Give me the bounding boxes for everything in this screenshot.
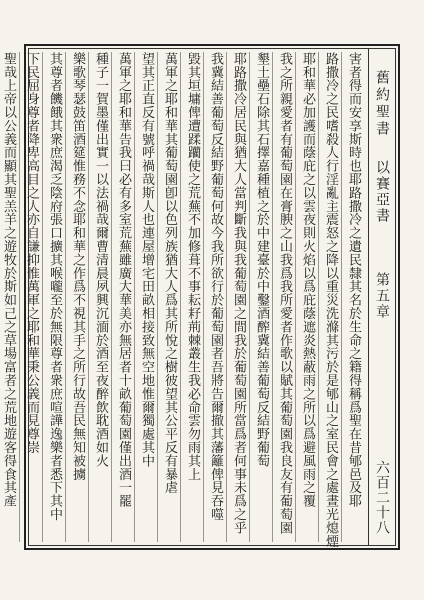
text-column: 耶路撒冷居民與猶大人當判斷我與我葡萄園之間我於葡萄園所當爲者何事未爲之乎 <box>226 52 249 542</box>
text-column: 墾土壘石除其石擇嘉種植之於中建臺於中鑿酒醡冀結善葡萄反結野葡萄 <box>249 52 272 542</box>
page-number: 六百二十八 <box>374 460 390 535</box>
text-column: 我之所親愛者有葡萄園在膏腴之山我爲我所愛者作歌以賦其葡萄園我良友有葡萄園 <box>272 52 295 542</box>
text-column: 我冀結善葡萄反結野葡萄何故今我所欲行於葡萄園者吾將告爾撤其藩籬俾見吞噬 <box>203 52 226 542</box>
body-text <box>1 52 364 548</box>
text-column: 萬軍之耶和華告我曰必有多室荒蕪雖廣大華美亦無居者十畝葡萄園僅出酒一罷 <box>111 52 134 542</box>
text-column: 聖哉上帝以公義而顯其聖羔羊之遊牧於斯如己之草場富者之荒地遊客得食其產 <box>0 52 19 542</box>
book-title: 以賽亞書 <box>374 160 390 224</box>
running-title: 舊約聖書 <box>374 70 390 138</box>
page-header-strip <box>368 48 396 546</box>
chapter-label: 第五章 <box>374 272 390 320</box>
text-column: 望其正直反有號呼禍哉斯人也連屋增宅田畝相接致無空地惟爾獨處其中 <box>134 52 157 542</box>
text-column: 樂歌琴瑟鼓笛酒筵惟務不念耶和華之作爲不視其手之所行故吾民無知被擄 <box>65 52 88 542</box>
text-column: 其尊者饑餓其衆庶渴乏陰府張口擴其喉嚨至於無限尊者衆庶喧譁逸樂者悉下其中 <box>42 52 65 542</box>
text-column: 下民屈身尊者降卑高目之人亦自謙抑惟萬軍之耶和華秉公義而見尊崇 <box>19 52 42 542</box>
text-column: 路撒冷之民嗜殺人行淫亂主震怒之降以重災洗滌其污於是郇山之室民會之處晝光熄煙 <box>318 52 341 542</box>
text-column: 毀其垣墉俾遭蹂躪使之荒蕪不加修葺不事耘耔荊棘叢生我必命雲勿雨其上 <box>180 52 203 542</box>
text-column: 耶和華必加護而蔭庇之以雲夜則火焰以爲庇蔭遮炎熱蔽雨之所以爲避風雨之覆 <box>295 52 318 542</box>
text-column: 害者得而安享斯時也耶路撒冷之遺民隸其名於生命之籍得稱爲聖在昔郇邑及耶 <box>341 52 364 542</box>
text-column: 萬軍之耶和華其葡萄園卽以色列族猶大人爲其所悅之樹彼望其公平反有暴虐 <box>157 52 180 542</box>
text-column: 種子一賀墨僅出實一以法禍哉爾曹清晨夙興沉湎於酒至夜醉飲耽酒如火 <box>88 52 111 542</box>
